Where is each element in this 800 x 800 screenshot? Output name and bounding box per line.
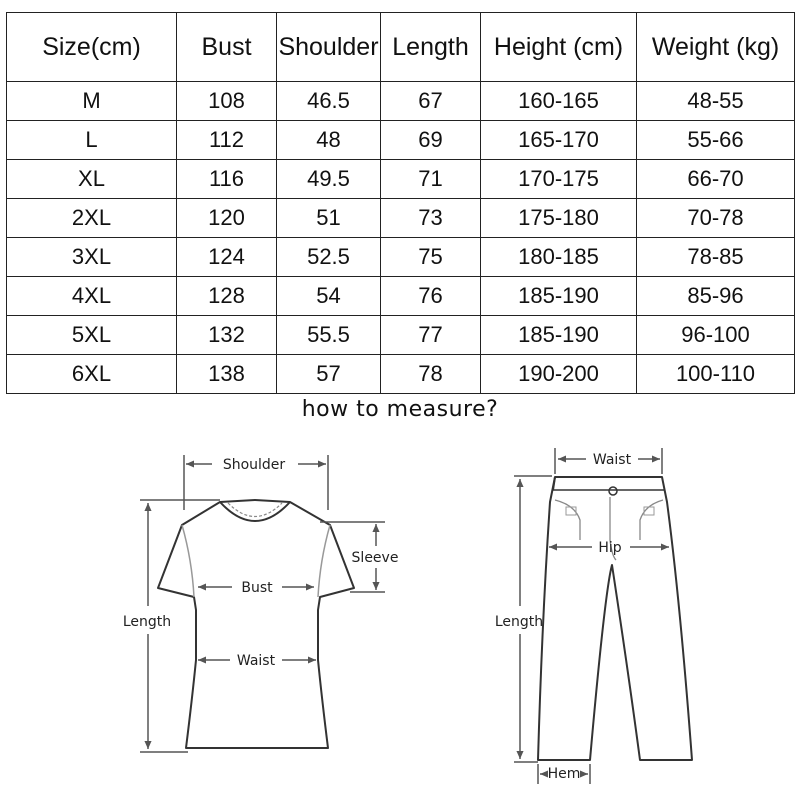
shirt-length-label: Length bbox=[122, 614, 172, 630]
cell-shoulder: 52.5 bbox=[277, 238, 381, 277]
cell-bust: 128 bbox=[177, 277, 277, 316]
cell-height: 165-170 bbox=[481, 121, 637, 160]
cell-size: 4XL bbox=[7, 277, 177, 316]
cell-shoulder: 51 bbox=[277, 199, 381, 238]
cell-bust: 112 bbox=[177, 121, 277, 160]
cell-weight: 96-100 bbox=[637, 316, 795, 355]
cell-length: 69 bbox=[381, 121, 481, 160]
shirt-outline bbox=[158, 500, 354, 748]
cell-weight: 48-55 bbox=[637, 82, 795, 121]
cell-bust: 132 bbox=[177, 316, 277, 355]
cell-shoulder: 49.5 bbox=[277, 160, 381, 199]
cell-length: 78 bbox=[381, 355, 481, 394]
cell-size: 5XL bbox=[7, 316, 177, 355]
header-bust: Bust bbox=[177, 13, 277, 82]
cell-length: 71 bbox=[381, 160, 481, 199]
cell-height: 170-175 bbox=[481, 160, 637, 199]
cell-weight: 66-70 bbox=[637, 160, 795, 199]
size-table bbox=[6, 12, 795, 394]
table-row bbox=[7, 316, 795, 355]
header-weight: Weight (kg) bbox=[637, 13, 795, 82]
cell-size: M bbox=[7, 82, 177, 121]
table-row bbox=[7, 121, 795, 160]
cell-shoulder: 46.5 bbox=[277, 82, 381, 121]
header-length: Length bbox=[381, 13, 481, 82]
shirt-diagram bbox=[0, 440, 420, 800]
cell-height: 180-185 bbox=[481, 238, 637, 277]
pants-waist-label: Waist bbox=[592, 452, 632, 468]
shirt-sleeve-label: Sleeve bbox=[351, 550, 399, 566]
pants-hip-label: Hip bbox=[598, 540, 622, 556]
cell-bust: 116 bbox=[177, 160, 277, 199]
cell-bust: 120 bbox=[177, 199, 277, 238]
cell-weight: 100-110 bbox=[637, 355, 795, 394]
header-size: Size(cm) bbox=[7, 13, 177, 82]
cell-shoulder: 55.5 bbox=[277, 316, 381, 355]
cell-length: 77 bbox=[381, 316, 481, 355]
cell-height: 185-190 bbox=[481, 316, 637, 355]
cell-height: 190-200 bbox=[481, 355, 637, 394]
cell-length: 73 bbox=[381, 199, 481, 238]
cell-shoulder: 54 bbox=[277, 277, 381, 316]
cell-size: 6XL bbox=[7, 355, 177, 394]
cell-size: 3XL bbox=[7, 238, 177, 277]
cell-height: 185-190 bbox=[481, 277, 637, 316]
cell-weight: 85-96 bbox=[637, 277, 795, 316]
table-row bbox=[7, 355, 795, 394]
table-header-row bbox=[7, 13, 795, 82]
shirt-waist-label: Waist bbox=[236, 653, 276, 669]
header-shoulder: Shoulder bbox=[277, 13, 381, 82]
cell-size: XL bbox=[7, 160, 177, 199]
header-height: Height (cm) bbox=[481, 13, 637, 82]
table-row bbox=[7, 238, 795, 277]
table-row bbox=[7, 199, 795, 238]
cell-weight: 55-66 bbox=[637, 121, 795, 160]
cell-length: 75 bbox=[381, 238, 481, 277]
cell-length: 76 bbox=[381, 277, 481, 316]
cell-bust: 108 bbox=[177, 82, 277, 121]
shirt-bust-label: Bust bbox=[241, 580, 273, 596]
pants-hem-label: Hem bbox=[547, 766, 581, 782]
cell-height: 175-180 bbox=[481, 199, 637, 238]
cell-weight: 78-85 bbox=[637, 238, 795, 277]
pants-diagram bbox=[420, 440, 800, 800]
cell-shoulder: 48 bbox=[277, 121, 381, 160]
table-row bbox=[7, 160, 795, 199]
table-row bbox=[7, 82, 795, 121]
cell-size: 2XL bbox=[7, 199, 177, 238]
cell-length: 67 bbox=[381, 82, 481, 121]
shirt-shoulder-label: Shoulder bbox=[222, 457, 286, 473]
cell-bust: 138 bbox=[177, 355, 277, 394]
table-row bbox=[7, 277, 795, 316]
cell-weight: 70-78 bbox=[637, 199, 795, 238]
cell-bust: 124 bbox=[177, 238, 277, 277]
pants-outline bbox=[538, 477, 692, 760]
cell-size: L bbox=[7, 121, 177, 160]
cell-height: 160-165 bbox=[481, 82, 637, 121]
cell-shoulder: 57 bbox=[277, 355, 381, 394]
pants-length-label: Length bbox=[494, 614, 544, 630]
measure-heading: how to measure? bbox=[301, 397, 499, 422]
